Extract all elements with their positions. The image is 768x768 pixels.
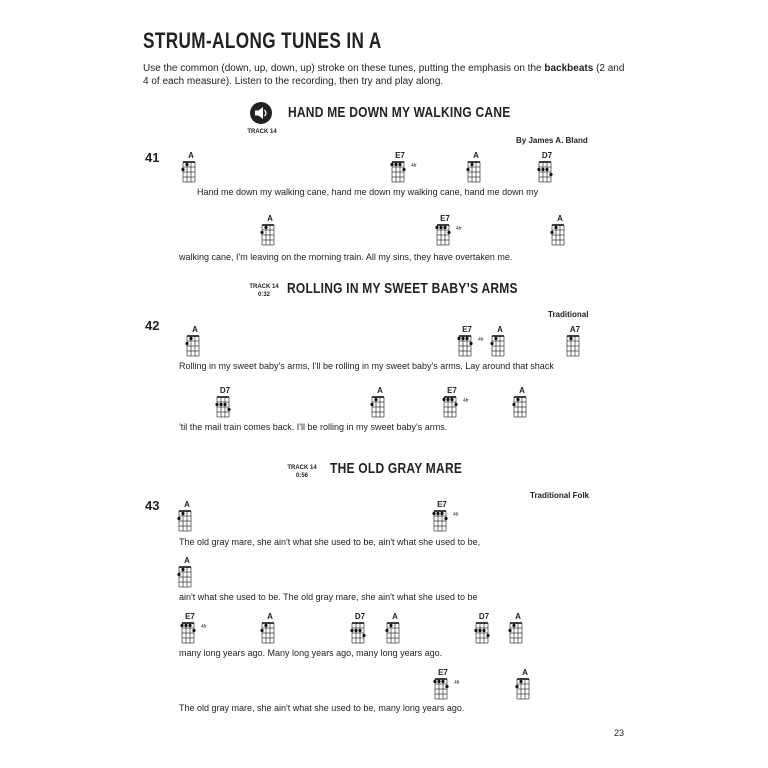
chord-name: E7 xyxy=(447,386,457,395)
finger-dot xyxy=(442,398,445,401)
finger-dot xyxy=(435,226,438,229)
finger-dot xyxy=(450,398,453,401)
track-label: TRACK 14 xyxy=(247,129,277,135)
track-label xyxy=(249,283,279,299)
finger-dot xyxy=(374,398,377,401)
chord-diagram-e7 xyxy=(435,214,462,247)
lyric-line: walking cane, I'm leaving on the morning train. All my sins, they have overtaken me. xyxy=(179,252,513,262)
finger-dot xyxy=(189,337,192,340)
finger-dot xyxy=(508,629,511,632)
chord-diagram-e7 xyxy=(390,151,417,184)
finger-dot xyxy=(219,403,222,406)
finger-dot xyxy=(402,168,405,171)
finger-dot xyxy=(554,226,557,229)
page-title: STRUM-ALONG TUNES IN A xyxy=(143,28,382,53)
finger-dot xyxy=(440,512,443,515)
chord-diagram-a xyxy=(490,325,510,358)
page-number: 23 xyxy=(614,728,625,738)
chord-name: D7 xyxy=(219,386,231,395)
finger-dot xyxy=(482,629,485,632)
finger-dot xyxy=(358,629,361,632)
speaker-icon[interactable] xyxy=(249,101,273,130)
finger-dot xyxy=(264,624,267,627)
finger-dot xyxy=(260,629,263,632)
finger-dot xyxy=(215,403,218,406)
fret-label: 4fr xyxy=(478,337,484,343)
chord-diagram-a xyxy=(185,325,205,358)
chord-name: A xyxy=(392,612,398,621)
finger-dot xyxy=(370,403,373,406)
track-number: TRACK 14 xyxy=(249,284,279,290)
chord-name: A xyxy=(184,500,190,509)
finger-dot xyxy=(354,629,357,632)
finger-dot xyxy=(181,512,184,515)
chord-name: A xyxy=(473,151,479,160)
finger-dot xyxy=(443,226,446,229)
finger-dot xyxy=(457,337,460,340)
track-number: TRACK 14 xyxy=(287,465,317,471)
finger-dot xyxy=(180,624,183,627)
chord-diagram-a xyxy=(181,151,201,184)
chord-diagram-a xyxy=(466,151,486,184)
chord-name: D7 xyxy=(478,612,490,621)
finger-dot xyxy=(441,680,444,683)
finger-dot xyxy=(469,342,472,345)
chord-diagram-e7 xyxy=(180,612,207,645)
chord-name: D7 xyxy=(354,612,366,621)
chord-diagram-a xyxy=(370,386,390,419)
song-title: THE OLD GRAY MARE xyxy=(330,460,463,477)
chord-diagram-a xyxy=(508,612,528,645)
chord-name: A xyxy=(188,151,194,160)
finger-dot xyxy=(490,342,493,345)
song-number: 41 xyxy=(145,150,160,165)
song-number: 42 xyxy=(145,318,160,333)
finger-dot xyxy=(390,163,393,166)
track-time: 0:56 xyxy=(295,473,308,479)
fret-label: 4fr xyxy=(201,624,207,630)
chord-name: A xyxy=(522,668,528,677)
chord-diagram-a xyxy=(260,214,280,247)
chord-name: E7 xyxy=(440,214,450,223)
finger-dot xyxy=(446,398,449,401)
finger-dot xyxy=(185,342,188,345)
lyric-line: 'til the mail train comes back. I'll be rolling in my sweet baby's arms. xyxy=(179,422,448,432)
finger-dot xyxy=(541,168,544,171)
finger-dot xyxy=(394,163,397,166)
chord-name: A xyxy=(267,214,273,223)
chord-name: A xyxy=(267,612,273,621)
fret-label: 4fr xyxy=(454,680,460,686)
fret-label: 4fr xyxy=(463,398,469,404)
chord-name: E7 xyxy=(185,612,195,621)
chord-diagram-d7 xyxy=(537,151,557,184)
chord-name: A xyxy=(184,556,190,565)
lyric-line: ain't what she used to be. The old gray mare, she ain't what she used to be xyxy=(179,592,478,602)
finger-dot xyxy=(181,568,184,571)
chord-name: A7 xyxy=(569,325,581,334)
chord-diagram-e7 xyxy=(432,500,459,533)
finger-dot xyxy=(494,337,497,340)
finger-dot xyxy=(437,680,440,683)
song-number: 43 xyxy=(145,498,160,513)
chord-name: A xyxy=(497,325,503,334)
chord-diagram-a xyxy=(177,556,197,589)
finger-dot xyxy=(569,337,572,340)
finger-dot xyxy=(461,337,464,340)
chord-diagram-a xyxy=(515,668,535,701)
chord-diagram-e7 xyxy=(442,386,469,419)
intro-post: (2 and 4 of each measure). Listen to the recording, then try and play along. xyxy=(143,63,625,87)
finger-dot xyxy=(549,173,552,176)
chord-name: E7 xyxy=(462,325,472,334)
chord-name: E7 xyxy=(438,668,448,677)
finger-dot xyxy=(512,403,515,406)
chord-diagram-a xyxy=(177,500,197,533)
lyric-line: The old gray mare, she ain't what she used to be, many long years ago. xyxy=(179,703,465,713)
fret-label: 4fr xyxy=(453,512,459,518)
fret-label: 4fr xyxy=(456,226,462,232)
chord-name: A xyxy=(519,386,525,395)
finger-dot xyxy=(515,685,518,688)
chord-name: D7 xyxy=(541,151,553,160)
song-title: HAND ME DOWN MY WALKING CANE xyxy=(288,104,511,121)
finger-dot xyxy=(385,629,388,632)
chord-diagram-e7 xyxy=(457,325,484,358)
finger-dot xyxy=(447,231,450,234)
finger-dot xyxy=(465,337,468,340)
song-credit: By James A. Bland xyxy=(516,136,588,145)
chord-diagram-a xyxy=(385,612,405,645)
finger-dot xyxy=(223,403,226,406)
finger-dot xyxy=(537,168,540,171)
chord-name: E7 xyxy=(437,500,447,509)
finger-dot xyxy=(260,231,263,234)
finger-dot xyxy=(470,163,473,166)
finger-dot xyxy=(550,231,553,234)
chord-name: A xyxy=(192,325,198,334)
chord-diagram-d7 xyxy=(350,612,370,645)
song-credit: Traditional Folk xyxy=(530,491,590,500)
finger-dot xyxy=(188,624,191,627)
finger-dot xyxy=(474,629,477,632)
finger-dot xyxy=(445,685,448,688)
finger-dot xyxy=(192,629,195,632)
intro-text xyxy=(143,62,625,88)
chord-diagram-d7 xyxy=(215,386,235,419)
track-time: 0:32 xyxy=(257,292,270,298)
intro-pre: Use the common (down, up, down, up) stroke on these tunes, putting the emphasis on the xyxy=(143,63,542,74)
finger-dot xyxy=(181,168,184,171)
finger-dot xyxy=(398,163,401,166)
song-title: ROLLING IN MY SWEET BABY’S ARMS xyxy=(287,280,518,297)
track-label xyxy=(287,464,317,480)
chord-diagram-a xyxy=(512,386,532,419)
finger-dot xyxy=(516,398,519,401)
finger-dot xyxy=(466,168,469,171)
finger-dot xyxy=(486,634,489,637)
chord-diagram-a xyxy=(260,612,280,645)
finger-dot xyxy=(545,168,548,171)
intro-bold: backbeats xyxy=(544,63,594,74)
finger-dot xyxy=(433,680,436,683)
finger-dot xyxy=(432,512,435,515)
finger-dot xyxy=(436,512,439,515)
finger-dot xyxy=(350,629,353,632)
finger-dot xyxy=(454,403,457,406)
fret-label: 4fr xyxy=(411,163,417,169)
finger-dot xyxy=(478,629,481,632)
finger-dot xyxy=(512,624,515,627)
finger-dot xyxy=(185,163,188,166)
lyric-line: The old gray mare, she ain't what she used to be, ain't what she used to be, xyxy=(179,537,481,547)
chord-diagram-a xyxy=(550,214,570,247)
chord-name: A xyxy=(515,612,521,621)
chord-name: E7 xyxy=(395,151,405,160)
finger-dot xyxy=(444,517,447,520)
lyric-line: Hand me down my walking cane, hand me down my walking cane, hand me down my xyxy=(197,187,539,197)
finger-dot xyxy=(264,226,267,229)
finger-dot xyxy=(439,226,442,229)
finger-dot xyxy=(227,408,230,411)
lyric-line: many long years ago. Many long years ago, many long years ago. xyxy=(179,648,443,658)
chord-diagram-e7 xyxy=(433,668,460,701)
song-credit: Traditional xyxy=(548,310,589,319)
lyric-line: Rolling in my sweet baby's arms, I'll be rolling in my sweet baby's arms. Lay around that shack xyxy=(179,361,554,371)
finger-dot xyxy=(177,573,180,576)
chord-diagram-d7 xyxy=(474,612,494,645)
finger-dot xyxy=(519,680,522,683)
finger-dot xyxy=(184,624,187,627)
chord-name: A xyxy=(557,214,563,223)
chord-name: A xyxy=(377,386,383,395)
chord-diagram-a7 xyxy=(565,325,585,358)
finger-dot xyxy=(362,634,365,637)
finger-dot xyxy=(389,624,392,627)
finger-dot xyxy=(177,517,180,520)
